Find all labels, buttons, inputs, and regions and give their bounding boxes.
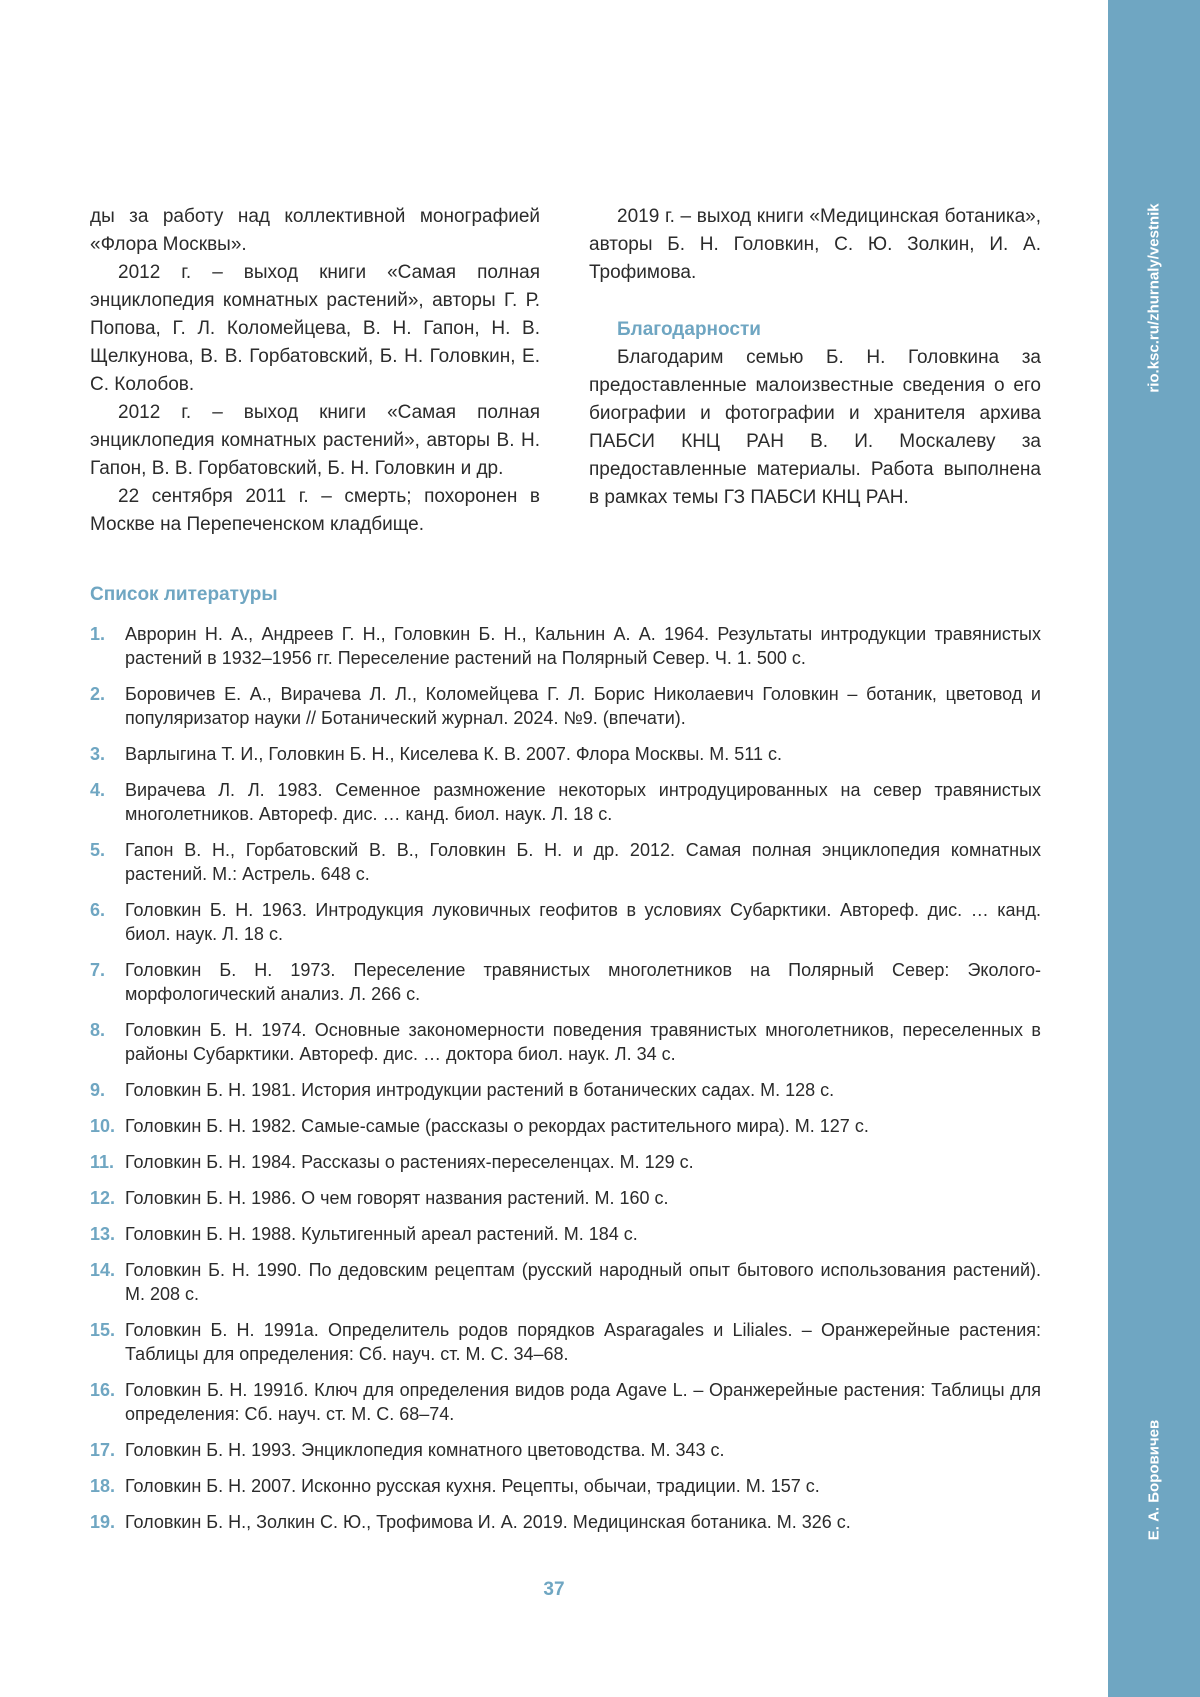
reference-item: [90, 958, 1041, 1006]
paragraph: 2012 г. – выход книги «Самая полная энциклопедия комнатных растений», авторы В. Н. Гапон, В. В. Горбатовский, Б. Н. Головкин и др.: [90, 402, 540, 479]
reference-number: 17.: [90, 1440, 116, 1460]
reference-item: [90, 898, 1041, 946]
reference-number: 6.: [90, 900, 106, 920]
reference-text: Головкин Б. Н. 1981. История интродукции растений в ботанических садах. М. 128 с.: [125, 1080, 835, 1100]
reference-item: [90, 682, 1041, 730]
references-list: [90, 622, 1041, 1546]
reference-text: Головкин Б. Н., Золкин С. Ю., Трофимова И. А. 2019. Медицинская ботаника. М. 326 с.: [125, 1512, 851, 1532]
paragraph: ды за работу над коллективной монографией «Флора Москвы».: [90, 206, 540, 255]
reference-text: Головкин Б. Н. 1974. Основные закономерности поведения травянистых многолетников, переселенных в районы Субарктики. Автореф. дис. … доктора биол. наук. Л. 34 с.: [125, 1020, 1041, 1064]
reference-text: Головкин Б. Н. 1988. Культигенный ареал растений. М. 184 с.: [125, 1224, 638, 1244]
reference-number: 14.: [90, 1260, 116, 1280]
reference-item: [90, 1378, 1041, 1426]
reference-number: 4.: [90, 780, 106, 800]
reference-number: 10.: [90, 1116, 116, 1136]
reference-item: [90, 1438, 1041, 1462]
right-column: [589, 203, 1041, 512]
reference-item: [90, 1186, 1041, 1210]
reference-item: [90, 1258, 1041, 1306]
reference-item: [90, 838, 1041, 886]
paragraph: 2019 г. – выход книги «Медицинская ботаника», авторы Б. Н. Головкин, С. Ю. Золкин, И. А. Трофимова.: [589, 206, 1041, 283]
reference-text: Боровичев Е. А., Вирачева Л. Л., Коломейцева Г. Л. Борис Николаевич Головкин – ботаник, цветовод и популяризатор науки // Ботанический журнал. 2024. №9. (впечати).: [125, 684, 1041, 728]
page-number: 37: [543, 1579, 565, 1600]
running-author: Е. А. Боровичев: [1145, 1419, 1163, 1541]
reference-number: 2.: [90, 684, 106, 704]
reference-item: [90, 1474, 1041, 1498]
reference-text: Головкин Б. Н. 1993. Энциклопедия комнатного цветоводства. М. 343 с.: [125, 1440, 725, 1460]
reference-item: [90, 1318, 1041, 1366]
reference-text: Варлыгина Т. И., Головкин Б. Н., Киселева К. В. 2007. Флора Москвы. М. 511 с.: [125, 744, 782, 764]
reference-number: 11.: [90, 1152, 115, 1172]
reference-item: [90, 1150, 1041, 1174]
reference-item: [90, 622, 1041, 670]
reference-number: 9.: [90, 1080, 106, 1100]
reference-text: Головкин Б. Н. 1982. Самые-самые (рассказы о рекордах растительного мира). М. 127 с.: [125, 1116, 869, 1136]
reference-text: Головкин Б. Н. 1973. Переселение травянистых многолетников на Полярный Север: Эколого-морфологический анализ. Л. 266 с.: [125, 960, 1041, 1004]
reference-number: 19.: [90, 1512, 116, 1532]
reference-text: Головкин Б. Н. 1963. Интродукция луковичных геофитов в условиях Субарктики. Автореф. дис. … канд. биол. наук. Л. 18 с.: [125, 900, 1041, 944]
reference-text: Головкин Б. Н. 1991а. Определитель родов порядков Asparagales и Liliales. – Оранжерейные растения: Таблицы для определения: Сб. науч. ст. М. С. 34–68.: [125, 1320, 1041, 1364]
reference-item: [90, 742, 1041, 766]
reference-item: [90, 778, 1041, 826]
references-heading: Список литературы: [90, 584, 278, 605]
reference-number: 3.: [90, 744, 106, 764]
reference-number: 12.: [90, 1188, 116, 1208]
reference-number: 16.: [90, 1380, 116, 1400]
journal-url[interactable]: rio.ksc.ru/zhurnaly/vestnik: [1145, 203, 1163, 393]
reference-number: 15.: [90, 1320, 116, 1340]
reference-text: Гапон В. Н., Горбатовский В. В., Головкин Б. Н. и др. 2012. Самая полная энциклопедия комнатных растений. М.: Астрель. 648 с.: [125, 840, 1041, 884]
reference-number: 8.: [90, 1020, 106, 1040]
acknowledgements-heading: Благодарности: [617, 319, 761, 340]
reference-number: 5.: [90, 840, 106, 860]
reference-text: Аврорин Н. А., Андреев Г. Н., Головкин Б. Н., Кальнин А. А. 1964. Результаты интродукции травянистых растений в 1932–1956 гг. Переселение растений на Полярный Север. Ч. 1. 500 с.: [125, 624, 1041, 668]
left-column: [90, 203, 540, 539]
reference-text: Головкин Б. Н. 1990. По дедовским рецептам (русский народный опыт бытового использования растений). М. 208 с.: [125, 1260, 1041, 1304]
reference-item: [90, 1114, 1041, 1138]
reference-item: [90, 1222, 1041, 1246]
reference-number: 1.: [90, 624, 106, 644]
reference-number: 7.: [90, 960, 106, 980]
acknowledgements-text: Благодарим семью Б. Н. Головкина за предоставленные малоизвестные сведения о его биографии и фотографии и хранителя архива ПАБСИ КНЦ РАН В. И. Москалеву за предоставленные материалы. Работа выполнена в рамках темы ГЗ ПАБСИ КНЦ РАН.: [589, 347, 1041, 508]
paragraph: 2012 г. – выход книги «Самая полная энциклопедия комнатных растений», авторы Г. Р. Попова, Г. Л. Коломейцева, В. Н. Гапон, Н. В. Щелкунова, В. В. Горбатовский, Б. Н. Головкин, Е. С. Колобов.: [90, 262, 540, 395]
reference-text: Головкин Б. Н. 1991б. Ключ для определения видов рода Agave L. – Оранжерейные растения: Таблицы для определения: Сб. науч. ст. М. С. 68–74.: [125, 1380, 1041, 1424]
reference-number: 13.: [90, 1224, 116, 1244]
reference-text: Головкин Б. Н. 1986. О чем говорят названия растений. М. 160 с.: [125, 1188, 669, 1208]
reference-item: [90, 1078, 1041, 1102]
reference-text: Вирачева Л. Л. 1983. Семенное размножение некоторых интродуцированных на север травянистых многолетников. Автореф. дис. … канд. биол. наук. Л. 18 с.: [125, 780, 1041, 824]
reference-text: Головкин Б. Н. 2007. Исконно русская кухня. Рецепты, обычаи, традиции. М. 157 с.: [125, 1476, 820, 1496]
paragraph: 22 сентября 2011 г. – смерть; похоронен в Москве на Перепеченском кладбище.: [90, 486, 540, 535]
sidebar-band: [1108, 0, 1200, 1697]
reference-text: Головкин Б. Н. 1984. Рассказы о растениях-переселенцах. М. 129 с.: [125, 1152, 694, 1172]
reference-number: 18.: [90, 1476, 116, 1496]
reference-item: [90, 1510, 1041, 1534]
reference-item: [90, 1018, 1041, 1066]
